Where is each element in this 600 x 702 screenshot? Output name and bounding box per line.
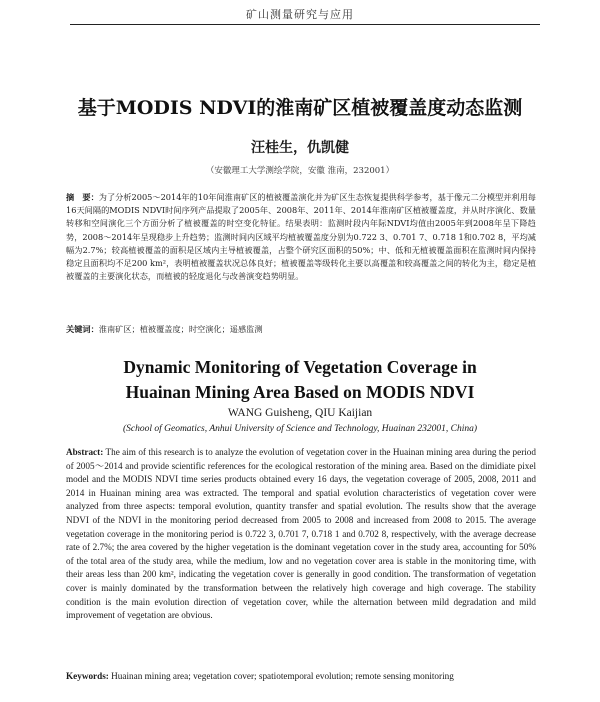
title-chinese: 基于MODIS NDVI的淮南矿区植被覆盖度动态监测	[77, 97, 523, 119]
abstract-english-label: Abstract:	[66, 447, 104, 457]
keywords-chinese	[66, 323, 536, 336]
affiliation-chinese: （安徽理工大学测绘学院，安徽 淮南，232001）	[205, 166, 395, 176]
title-english	[0, 355, 600, 405]
header-divider	[70, 24, 540, 25]
keywords-english-label: Keywords:	[66, 671, 109, 681]
keywords-chinese-label: 关键词：	[66, 324, 99, 334]
journal-header: 矿山测量研究与应用	[246, 8, 354, 21]
title-english-line-2: Huainan Mining Area Based on MODIS NDVI	[125, 382, 475, 402]
affiliation-english: (School of Geomatics, Anhui University of Science and Technology, Huainan 232001, China)	[122, 424, 478, 434]
abstract-english-text: The aim of this research is to analyze the evolution of vegetation cover in the Huainan mining area during the period of 2005～2014 and provide scientific references for the ecological restoration of the mining area. Based on the dimidiate pixel model and the MODIS NDVI time series products obtained every 16 days, the vegetation coverage of 2005, 2008, 2011 and 2014 in Huainan mining area was extracted. The temporal and spatial evolution characteristics of vegetation cover were analyzed from three aspects: temporal evolution, quantity transfer and spatial evolution. The results show that the average NDVI of the NDVI in the monitoring period decreased from 2005 to 2008 and increased from 2008 to 2015. The average vegetation coverage in the monitoring period is 0.722 3, 0.701 7, 0.718 1 and 0.702 8, respectively, with the average decrease rate of 2.7%; the area covered by the higher vegetation is the dominant vegetation cover in the study area, accounting for 50% of the total area of the study area, while the medium, low and no vegetation cover area is stable in the monitoring time, with their areas less than 200 km², indicating the vegetation cover is generally in good condition. The transformation of vegetation cover is mainly dominated by the transformation between the relatively high coverage and high coverage. The stability condition is the main evolution direction of vegetation cover, while the alternation between mild degradation and mild improvement of vegetation are obvious.	[66, 447, 536, 621]
abstract-english	[66, 446, 536, 623]
authors-chinese: 汪桂生，仇凯健	[251, 140, 349, 156]
keywords-english-text: Huainan mining area; vegetation cover; spatiotemporal evolution; remote sensing monitoring	[111, 671, 454, 681]
keywords-chinese-text: 淮南矿区；植被覆盖度；时空演化；遥感监测	[98, 324, 263, 334]
abstract-chinese-label: 摘 要：	[66, 192, 99, 202]
abstract-chinese-text: 为了分析2005～2014年的10年间淮南矿区的植被覆盖演化并为矿区生态恢复提供科学参考，基于像元二分模型并利用每16天间隔的MODIS NDVI时间序列产品提取了2005年、2008年、2011年、2014年淮南矿区植被覆盖度，并从时序演化、数量转移和空间演化三个方面分析了植被覆盖的时空变化特征。结果表明：监测时段内年际NDVI均值由2005年到2008年呈下降趋势，2008～2014年呈现稳步上升趋势；监测时间内区域平均植被覆盖度分别为0.722 3、0.701 7、0.718 1和0.702 8，平均减幅为2.7%；较高植被覆盖的面积是区域内主导植被覆盖，占整个研究区面积的50%；中、低和无植被覆盖面积在监测时间内保持稳定且面积均不足200 km²，表明植被覆盖状况总体良好；植被覆盖等级转化主要以高覆盖和较高覆盖之间的转化为主，稳定是植被覆盖的主要演化状态，而植被的轻度退化与改善演变趋势明显。	[66, 192, 536, 282]
title-english-line-1: Dynamic Monitoring of Vegetation Coverage in	[123, 357, 477, 377]
keywords-english	[66, 670, 536, 683]
abstract-chinese	[66, 191, 536, 283]
authors-english: WANG Guisheng, QIU Kaijian	[227, 407, 373, 419]
